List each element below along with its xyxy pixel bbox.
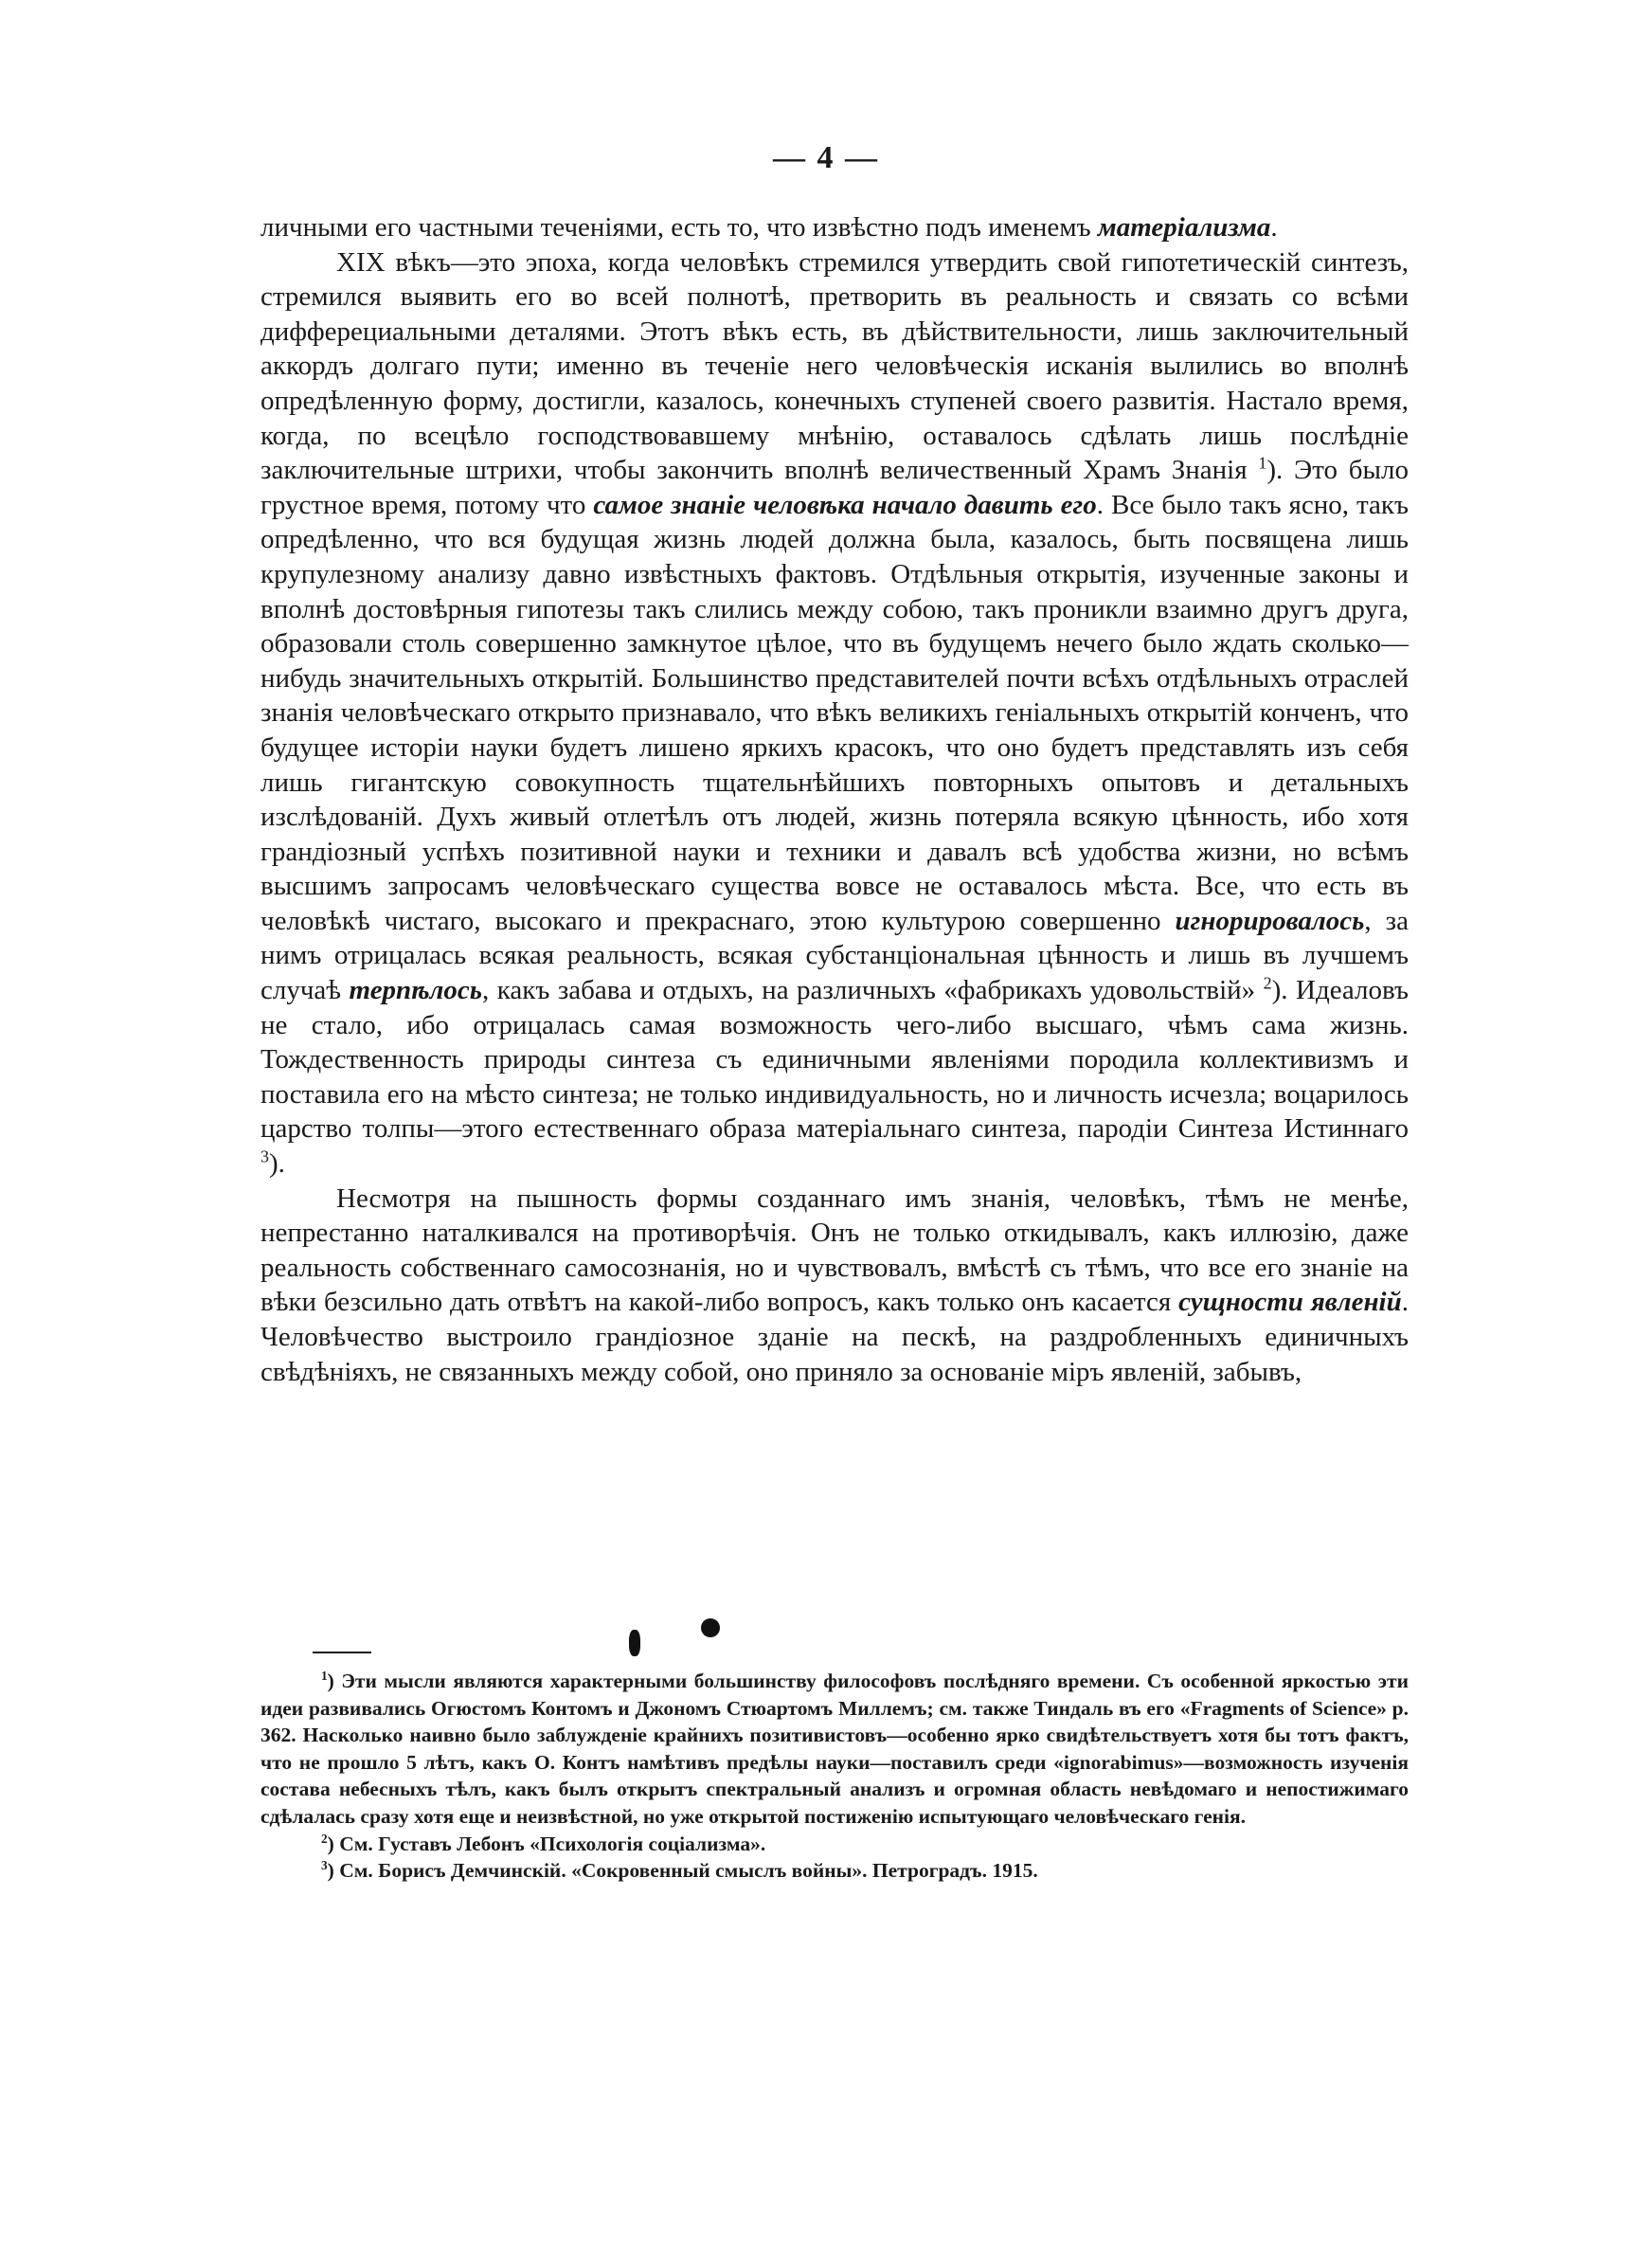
- text-run: XIX вѣкъ—это эпоха, когда человѣкъ стремился утвердить свой гипотетическій синтезъ, стремился выявить его во всей полнотѣ, претворить въ реальность и связать со всѣми дифферециальными деталями. Этотъ вѣкъ есть, въ дѣйствительности, лишь заключительный аккордъ долгаго пути; именно въ теченіе него человѣческія исканія вылились во вполнѣ опредѣленную форму, достигли, казалось, конечныхъ ступеней своего развитія. Настало время, когда, по всецѣло господствовавшему мнѣнію, оставалось сдѣлать лишь послѣдніе заключительные штрихи, чтобы закончить вполнѣ величественный Храмъ Знанія: [260, 246, 1409, 486]
- footnote-text: ) См. Борисъ Демчинскій. «Сокровенный смыслъ войны». Петроградъ. 1915.: [327, 1859, 1038, 1883]
- text-run: . Все было такъ ясно, такъ опредѣленно, что вся будущая жизнь людей должна была, казалось, быть посвящена лишь крупулезному анализу давно извѣстныхъ фактовъ. Отдѣльныя открытія, изученные законы и вполнѣ достовѣрныя гипотезы такъ слились между собою, такъ проникли взаимно другъ друга, образовали столь совершенно замкнутое цѣлое, что въ будущемъ нечего было ждать сколько—нибудь значительныхъ открытій. Большинство представителей почти всѣхъ отдѣльныхъ отраслей знанія человѣческаго открыто признавало, что вѣкъ великихъ геніальныхъ открытій конченъ, что будущее исторіи науки будетъ лишено яркихъ красокъ, что оно будетъ представлять изъ себя лишь гигантскую совокупность тщательнѣйшихъ повторныхъ опытовъ и детальныхъ изслѣдованій. Духъ живый отлетѣлъ отъ людей, жизнь потеряла всякую цѣнность, ибо хотя грандіозный успѣхъ позитивной науки и техники и давалъ всѣ удобства жизни, но всѣмъ высшимъ запросамъ человѣческаго существа вовсе не оставалось мѣста. Все, что есть въ человѣкѣ чистаго, высокаго и прекраснаго, этою культурою совершенно: [260, 489, 1409, 936]
- emphasis-text: игнорировалось: [1175, 905, 1365, 936]
- emphasis-text: самое знаніе человѣка начало давить его: [593, 489, 1097, 520]
- footnote-3: [260, 1857, 1409, 1885]
- text-run: .: [1270, 212, 1278, 243]
- text-run: Несмотря на пышность формы созданнаго имъ знанія, человѣкъ, тѣмъ не менѣе, непрестанно наталкивался на противорѣчія. Онъ не только откидывалъ, какъ иллюзію, даже реальность собственнаго самосознанія, но и чувствовалъ, вмѣстѣ съ тѣмъ, что все его знаніе на вѣки безсильно дать отвѣтъ на какой-либо вопросъ, какъ только онъ касается: [260, 1183, 1409, 1318]
- paragraph-contradictions: [260, 1182, 1409, 1390]
- ink-blot: [701, 1618, 720, 1637]
- text-run: ).: [268, 1148, 285, 1180]
- paragraph-xix-century: [260, 245, 1409, 1182]
- footnote-ref-1: 1: [1258, 453, 1267, 473]
- text-run: личными его частными теченіями, есть то, что извѣстно подъ именемъ: [260, 212, 1098, 243]
- footnote-ref-2: 2: [1263, 973, 1272, 993]
- emphasis-text: терпѣлось: [349, 975, 483, 1006]
- footnote-2: [260, 1831, 1409, 1858]
- text-run: ). Идеаловъ не стало, ибо отрицалась самая возможность чего-либо высшаго, чѣмъ сама жизнь. Тождественность природы синтеза съ единичными явленіями породила коллективизмъ и поставила его на мѣсто синтеза; не только индивидуальность, но и личность исчезла; воцарилось царство толпы—этого естественнаго образа матеріальнаго синтеза, пародіи Синтеза Истиннаго: [260, 975, 1409, 1145]
- footnotes: [260, 1668, 1409, 1885]
- emphasis-text: сущности явленій: [1178, 1287, 1402, 1318]
- emphasis-text: матеріализма: [1097, 212, 1271, 243]
- text-run: , какъ забава и отдыхъ, на различныхъ «фабрикахъ удовольствій»: [482, 975, 1264, 1006]
- footnote-text: ) Эти мысли являются характерными большинству философовъ послѣдняго времени. Съ особенной яркостью эти идеи развивались Огюстомъ Контомъ и Джономъ Стюартомъ Миллемъ; см. также Тиндаль въ его «Fragments of Science» p. 362. Насколько наивно было заблужденіе крайнихъ позитивистовъ—особенно ярко свидѣтельствуетъ хотя бы тотъ фактъ, что не прошло 5 лѣтъ, какъ О. Контъ намѣтивъ предѣлы науки—поставилъ среди «ignorabimus»—возможность изученія состава небесныхъ тѣлъ, какъ былъ открытъ спектральный анализъ и огромная область невѣдомаго и непостижимаго сдѣлалась сразу хотя еще и неизвѣстной, но уже открытой постиженію испытующаго человѣческаго генія.: [260, 1670, 1409, 1828]
- footnote-mark: 1: [321, 1668, 328, 1683]
- footnote-1: [260, 1668, 1409, 1831]
- ink-blot: [629, 1630, 640, 1656]
- footnote-text: ) См. Густавъ Лебонъ «Психологія соціализма».: [327, 1832, 766, 1855]
- text-run: ). Это было грустное время, потому что: [260, 455, 1410, 520]
- text-run: , за нимъ отрицалась всякая реальность, всякая субстанціональная цѣнность и лишь въ лучшемъ случаѣ: [260, 905, 1409, 1006]
- footnote-divider: [313, 1652, 371, 1653]
- footnote-mark: 3: [321, 1858, 328, 1872]
- footnote-mark: 2: [321, 1831, 328, 1846]
- page-number: — 4 —: [773, 140, 879, 175]
- footnote-ref-3: 3: [260, 1147, 269, 1166]
- text-run: . Человѣчество выстроило грандіозное зданіе на пескѣ, на раздробленныхъ единичныхъ свѣдѣніяхъ, не связанныхъ между собой, оно приняло за основаніе міръ явленій, забывъ,: [260, 1287, 1409, 1387]
- paragraph-continued: [260, 210, 1409, 245]
- main-text: [260, 210, 1409, 1389]
